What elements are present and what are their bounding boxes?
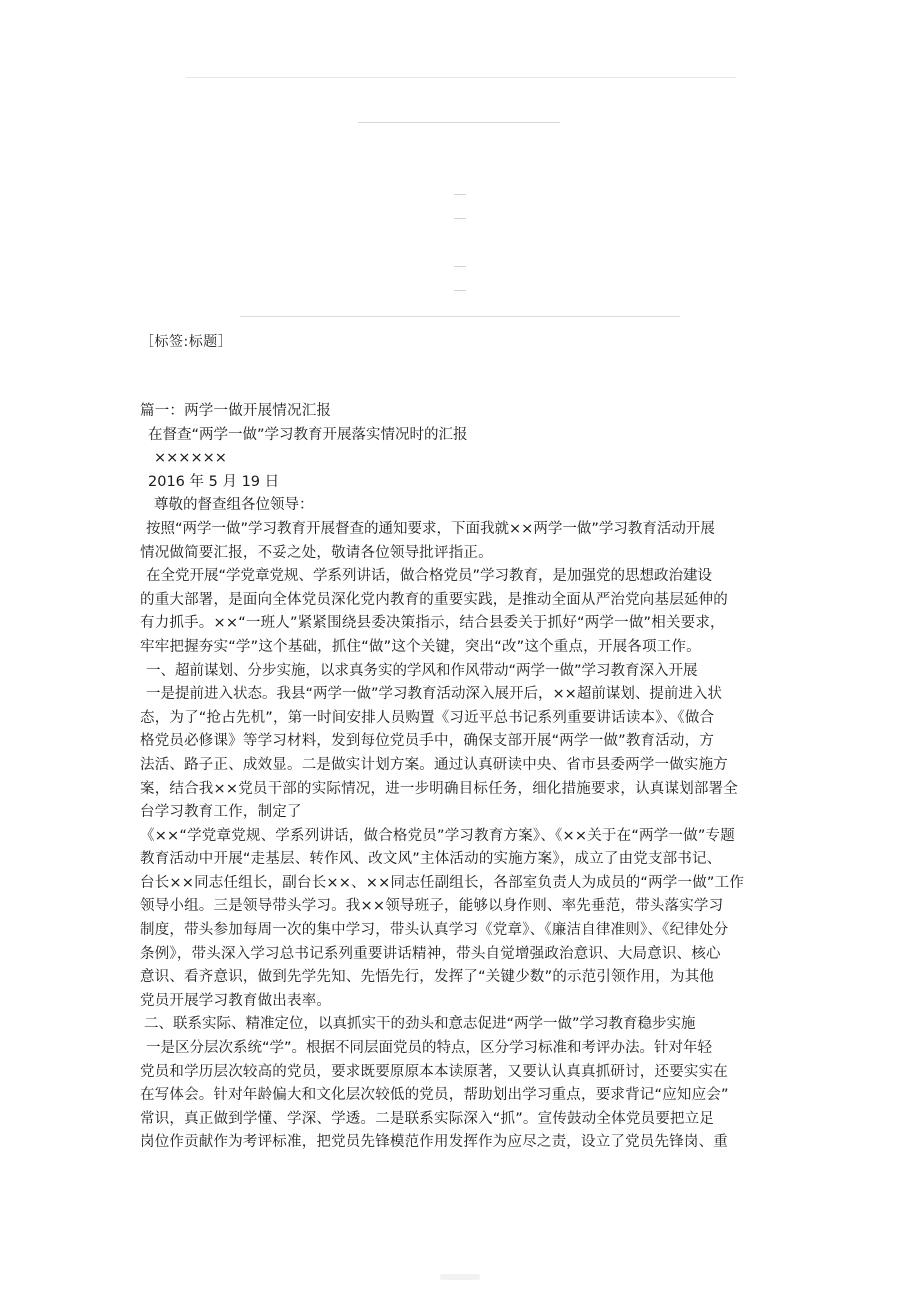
body-line: 按照“两学一做”学习教育开展督查的通知要求，下面我就××两学一做”学习教育活动开展 [146,520,715,537]
body-line: 案，结合我××党员干部的实际情况，进一步明确目标任务，细化措施要求，认真谋划部署全 [140,780,738,797]
body-line: 情况做简要汇报，不妥之处，敬请各位领导批评指正。 [140,544,493,561]
body-line: 牢牢把握夯实“学”这个基础，抓住“做”这个关键，突出“改”这个重点，开展各项工作。 [140,638,701,655]
body-line: 态，为了“抢占先机”，第一时间安排人员购置《习近平总书记系列重要讲话读本》、《做合 [140,709,715,726]
body-line: ×××××× [154,450,227,467]
body-line: 2016 年 5 月 19 日 [148,473,280,490]
body-line: 在全党开展“学党章党规、学系列讲话，做合格党员”学习教育，是加强党的思想政治建设 [146,568,713,585]
body-line: 的重大部署，是面向全体党员深化党内教育的重要实践，是推动全面从严治党向基层延伸的 [140,591,728,608]
body-line: 台学习教育工作，制定了 [140,804,302,821]
body-line: 一、超前谋划、分步实施，以求真务实的学风和作风带动“两学一做”学习教育深入开展 [146,662,698,679]
body-line: 教育活动中开展“走基层、转作风、改文风”主体活动的实施方案》，成立了由党支部书记、 [140,851,722,868]
body-line: 条例》，带头深入学习总书记系列重要讲话精神，带头自觉增强政治意识、大局意识、核心 [140,945,721,962]
body-line: 尊敬的督查组各位领导： [154,497,314,514]
body-line: 在写体会。针对年龄偏大和文化层次较低的党员，帮助划出学习重点，要求背记“应知应会” [140,1087,729,1104]
body-line: 台长××同志任组长，副台长××、××同志任副组长，各部室负责人为成员的“两学一做”工作 [140,874,745,891]
footer-mark [440,1274,480,1280]
header-tick [454,218,466,219]
header-rule-top [186,77,736,78]
body-line: 党员和学历层次较高的党员，要求既要原原本本读原著，又要认认真真抓研讨，还要实实在 [140,1063,728,1080]
body-line: 领导小组。三是领导带头学习。我××领导班子，能够以身作则、率先垂范，带头落实学习 [140,898,724,915]
header-rule-second [358,122,560,123]
body-line: 法活、路子正、成效显。二是做实计划方案。通过认真研读中央、省市县委两学一做实施方 [140,756,728,773]
body-line: 党员开展学习教育做出表率。 [140,992,332,1009]
body-line: 有力抓手。××“一班人”紧紧围绕县委决策指示，结合县委关于抓好“两学一做”相关要求， [140,615,725,632]
tag-line: ［标签:标题］ [140,334,233,350]
body-line: 二、联系实际、精准定位，以真抓实干的劲头和意志促进“两学一做”学习教育稳步实施 [144,1016,696,1033]
header-rule-bottom [240,316,680,317]
body-line: 在督查“两学一做”学习教育开展落实情况时的汇报 [148,426,468,443]
header-tick [454,290,466,291]
header-tick [454,266,466,267]
body-line: 一是提前进入状态。我县“两学一做”学习教育活动深入展开后，××超前谋划、提前进入状 [146,686,722,703]
body-line: 篇一：两学一做开展情况汇报 [140,403,332,419]
body-line: 岗位作贡献作为考评标准，把党员先锋模范作用发挥作为应尽之责，设立了党员先锋岗、重 [140,1134,728,1151]
body-line: 一是区分层次系统“学”。根据不同层面党员的特点，区分学习标准和考评办法。针对年轻 [146,1040,713,1057]
body-line: 常识，真正做到学懂、学深、学透。二是联系实际深入“抓”。宣传鼓动全体党员要把立足 [140,1110,715,1127]
body-line: 格党员必修课》等学习材料，发到每位党员手中，确保支部开展“两学一做”教育活动，方 [140,733,715,750]
body-line: 意识、看齐意识，做到先学先知、先悟先行，发挥了“关键少数”的示范引领作用，为其他 [140,969,715,986]
document-body [140,400,780,1155]
body-line: 《××“学党章党规、学系列讲话，做合格党员”学习教育方案》、《××关于在“两学一做”专题 [140,827,735,844]
body-line: 制度，带头参加每周一次的集中学习，带头认真学习《党章》、《廉洁自律准则》、《纪律处分 [140,922,729,939]
header-tick [454,194,466,195]
